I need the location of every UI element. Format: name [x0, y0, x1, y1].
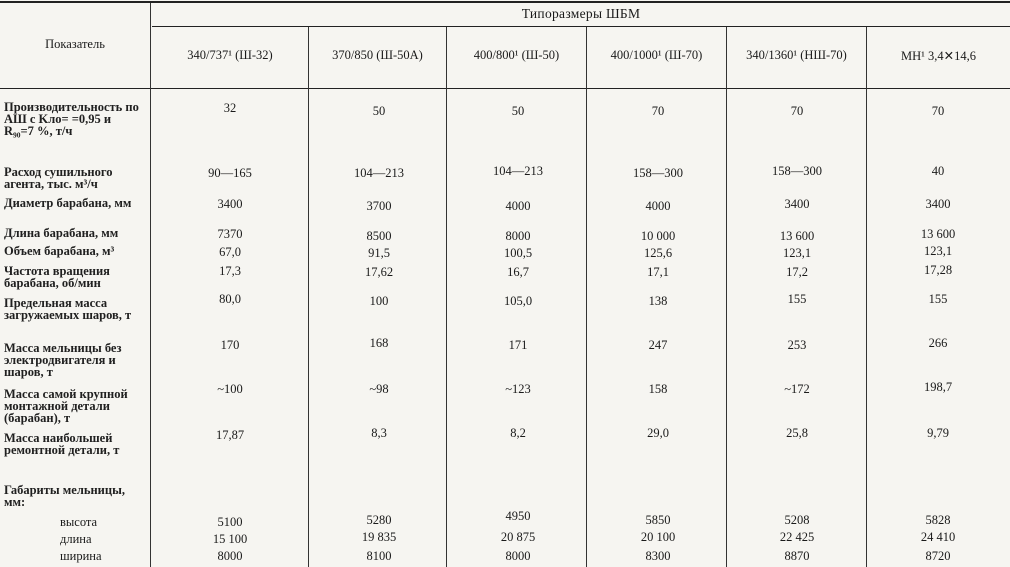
table-cell: 158—300: [772, 164, 822, 178]
table-cell: 80,0: [219, 292, 241, 306]
table-cell: ~172: [784, 382, 810, 396]
table-cell: 3400: [784, 197, 810, 211]
table-cell: 5280: [366, 513, 392, 527]
group-rule: [152, 26, 1010, 27]
table-cell: 29,0: [647, 426, 669, 440]
table-cell: 123,1: [782, 246, 812, 260]
table-cell: 170: [220, 338, 240, 352]
table-cell: 13 600: [779, 229, 815, 243]
row-sublabel: длина: [60, 532, 92, 546]
header-bottom-rule: [0, 88, 1010, 89]
col-divider: [446, 27, 447, 567]
table-cell: 8000: [505, 229, 531, 243]
table-cell: 4000: [505, 199, 531, 213]
table-cell: 16,7: [507, 265, 529, 279]
row-label: Длина барабана, мм: [4, 226, 119, 240]
table-cell: 100,5: [503, 246, 533, 260]
table-cell: 10 000: [640, 229, 676, 243]
table-cell: 4000: [645, 199, 671, 213]
table-cell: 168: [369, 336, 389, 350]
table-cell: 8500: [366, 229, 392, 243]
col-divider: [586, 27, 587, 567]
row-label: Объем барабана, м³: [4, 244, 115, 258]
table-cell: 19 835: [361, 530, 397, 544]
table-cell: 266: [928, 336, 948, 350]
table-cell: 8000: [217, 549, 243, 563]
col-divider: [150, 3, 151, 567]
row-label: Производительность по АШ с Kло= =0,95 и R₉₀=7 %, т/ч: [4, 100, 139, 138]
column-header: 370/850 (Ш-50А): [332, 48, 423, 62]
table-cell: 8720: [925, 549, 951, 563]
table-cell: 8870: [784, 549, 810, 563]
top-rule: [0, 1, 1010, 3]
table-cell: 40: [931, 164, 945, 178]
table-cell: 171: [508, 338, 528, 352]
table-cell: 4950: [505, 509, 531, 523]
table-cell: 20 875: [500, 530, 536, 544]
table-cell: 9,79: [927, 426, 949, 440]
table-cell: 125,6: [643, 246, 673, 260]
param-column-header: Показатель: [45, 37, 105, 51]
table-cell: 15 100: [212, 532, 248, 546]
table-cell: 17,2: [786, 265, 808, 279]
table-cell: 8,3: [371, 426, 387, 440]
col-divider: [866, 27, 867, 567]
table-cell: 158—300: [633, 166, 683, 180]
table-cell: 100: [369, 294, 389, 308]
table-cell: 17,1: [647, 265, 669, 279]
table-cell: 17,87: [215, 428, 245, 442]
table-cell: 25,8: [786, 426, 808, 440]
row-label: Масса самой крупной монтажной детали (барабан), т: [4, 387, 128, 425]
table-cell: 158: [648, 382, 668, 396]
col-divider: [726, 27, 727, 567]
table-cell: 5850: [645, 513, 671, 527]
row-label: Масса наибольшей ремонтной детали, т: [4, 431, 120, 457]
table-cell: 5828: [925, 513, 951, 527]
column-header: МН¹ 3,4✕14,6: [901, 49, 976, 63]
table-cell: 3400: [217, 197, 243, 211]
row-label: Частота вращения барабана, об/мин: [4, 264, 110, 290]
table-cell: 8000: [505, 549, 531, 563]
table-cell: 3400: [925, 197, 951, 211]
table-cell: 13 600: [920, 227, 956, 241]
table-cell: 104—213: [493, 164, 543, 178]
row-label: Диаметр барабана, мм: [4, 196, 132, 210]
table-cell: 198,7: [923, 380, 953, 394]
table-cell: 50: [372, 104, 386, 118]
table-cell: 8300: [645, 549, 671, 563]
group-header: Типоразмеры ШБМ: [521, 6, 641, 21]
row-label: Масса мельницы без электродвигателя и шаров, т: [4, 341, 122, 379]
row-sublabel: высота: [60, 515, 98, 529]
table-cell: 91,5: [368, 246, 390, 260]
table-cell: 70: [931, 104, 945, 118]
table-cell: 17,28: [923, 263, 953, 277]
table-cell: 7370: [217, 227, 243, 241]
table-cell: 247: [648, 338, 668, 352]
table-cell: 32: [223, 101, 237, 115]
table-cell: 50: [511, 104, 525, 118]
table-cell: 138: [648, 294, 668, 308]
table-cell: 123,1: [923, 244, 953, 258]
table-cell: 8,2: [510, 426, 526, 440]
table-cell: 253: [787, 338, 807, 352]
column-header: 340/737¹ (Ш-32): [187, 48, 273, 62]
column-header: 400/800¹ (Ш-50): [473, 48, 560, 62]
table-cell: 155: [787, 292, 807, 306]
table-cell: 8100: [366, 549, 392, 563]
column-header: 340/1360¹ (НШ-70): [746, 48, 847, 62]
table-cell: 90—165: [208, 166, 252, 180]
table-cell: 3700: [366, 199, 392, 213]
table-cell: 17,62: [364, 265, 394, 279]
table-cell: 67,0: [219, 245, 241, 259]
table-cell: 17,3: [219, 264, 241, 278]
row-label: Расход сушильного агента, тыс. м³/ч: [4, 165, 113, 191]
table-cell: 155: [928, 292, 948, 306]
table-cell: 70: [651, 104, 665, 118]
table-cell: ~98: [369, 382, 389, 396]
row-sublabel: ширина: [60, 549, 102, 563]
row-label: Предельная масса загружаемых шаров, т: [4, 296, 132, 322]
table-cell: 70: [790, 104, 804, 118]
table-cell: 22 425: [779, 530, 815, 544]
table-cell: ~100: [217, 382, 243, 396]
column-header: 400/1000¹ (Ш-70): [610, 48, 703, 62]
table-cell: 105,0: [503, 294, 533, 308]
table-cell: ~123: [505, 382, 531, 396]
table-cell: 104—213: [354, 166, 404, 180]
table-cell: 5208: [784, 513, 810, 527]
row-label: Габариты мельницы, мм:: [4, 483, 125, 509]
table-cell: 5100: [217, 515, 243, 529]
table-cell: 20 100: [640, 530, 676, 544]
table-cell: 24 410: [920, 530, 956, 544]
col-divider: [308, 27, 309, 567]
